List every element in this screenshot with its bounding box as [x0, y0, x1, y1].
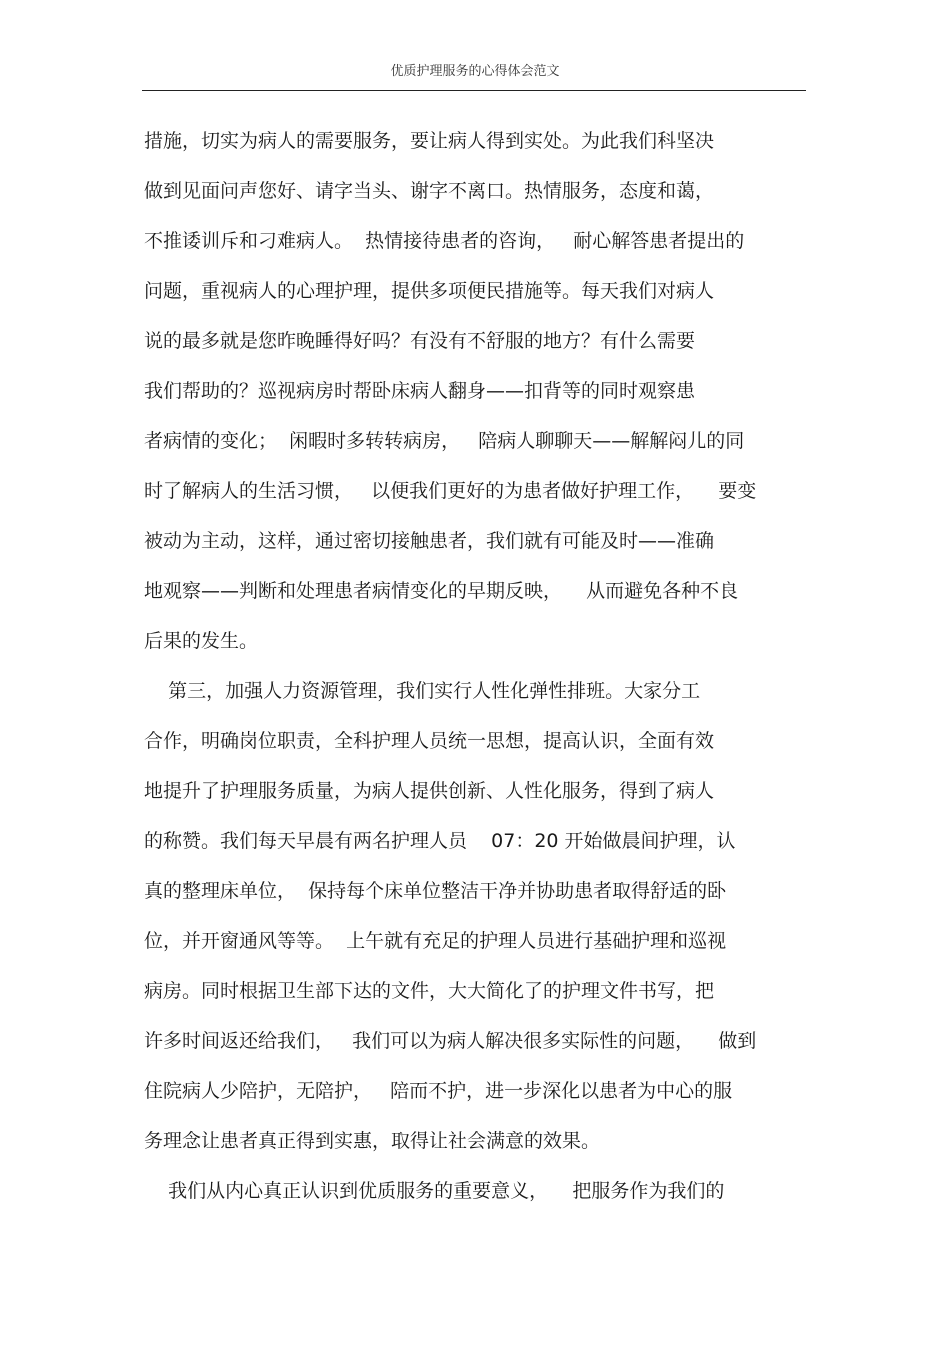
- text-line-20: 住院病人少陪护，无陪护， 陪而不护，进一步深化以患者为中心的服: [144, 1080, 733, 1102]
- text-line-6: 我们帮助的？巡视病房时帮卧床病人翻身——扣背等的同时观察患: [144, 380, 696, 402]
- text-line-11: 后果的发生。: [144, 630, 259, 652]
- text-line-18: 病房。同时根据卫生部下达的文件，大大简化了的护理文件书写，把: [144, 980, 715, 1002]
- text-line-15: 的称赞。我们每天早晨有两名护理人员 07：20 开始做晨间护理，认: [144, 830, 736, 852]
- text-line-16: 真的整理床单位， 保持每个床单位整洁干净并协助患者取得舒适的卧: [144, 880, 727, 902]
- text-line-2: 做到见面问声您好、请字当头、谢字不离口。热情服务，态度和蔼，: [144, 180, 715, 202]
- text-line-21: 务理念让患者真正得到实惠，取得让社会满意的效果。: [144, 1130, 601, 1152]
- text-line-19: 许多时间返还给我们， 我们可以为病人解决很多实际性的问题， 做到: [144, 1030, 757, 1052]
- text-line-12: 第三，加强人力资源管理，我们实行人性化弹性排班。大家分工: [144, 680, 701, 702]
- text-line-14: 地提升了护理服务质量，为病人提供创新、人性化服务，得到了病人: [144, 780, 715, 802]
- text-line-3: 不推诿训斥和刁难病人。 热情接待患者的咨询， 耐心解答患者提出的: [144, 230, 745, 252]
- text-line-1: 措施，切实为病人的需要服务，要让病人得到实处。为此我们科坚决: [144, 130, 715, 152]
- text-line-22: 我们从内心真正认识到优质服务的重要意义， 把服务作为我们的: [144, 1180, 725, 1202]
- header-divider: [142, 90, 806, 91]
- text-line-9: 被动为主动，这样，通过密切接触患者，我们就有可能及时——准确: [144, 530, 715, 552]
- document-body: [144, 125, 814, 1225]
- text-line-4: 问题，重视病人的心理护理，提供多项便民措施等。每天我们对病人: [144, 280, 715, 302]
- text-line-8: 时了解病人的生活习惯， 以便我们更好的为患者做好护理工作， 要变: [144, 480, 757, 502]
- text-line-5: 说的最多就是您昨晚睡得好吗？有没有不舒服的地方？有什么需要: [144, 330, 696, 352]
- text-line-7: 者病情的变化； 闲暇时多转转病房， 陪病人聊聊天——解解闷儿的同: [144, 430, 745, 452]
- text-line-17: 位，并开窗通风等等。 上午就有充足的护理人员进行基础护理和巡视: [144, 930, 727, 952]
- page-header-title: 优质护理服务的心得体会范文: [390, 64, 560, 79]
- text-line-10: 地观察——判断和处理患者病情变化的早期反映， 从而避免各种不良: [144, 580, 739, 602]
- text-line-13: 合作，明确岗位职责，全科护理人员统一思想，提高认识，全面有效: [144, 730, 715, 752]
